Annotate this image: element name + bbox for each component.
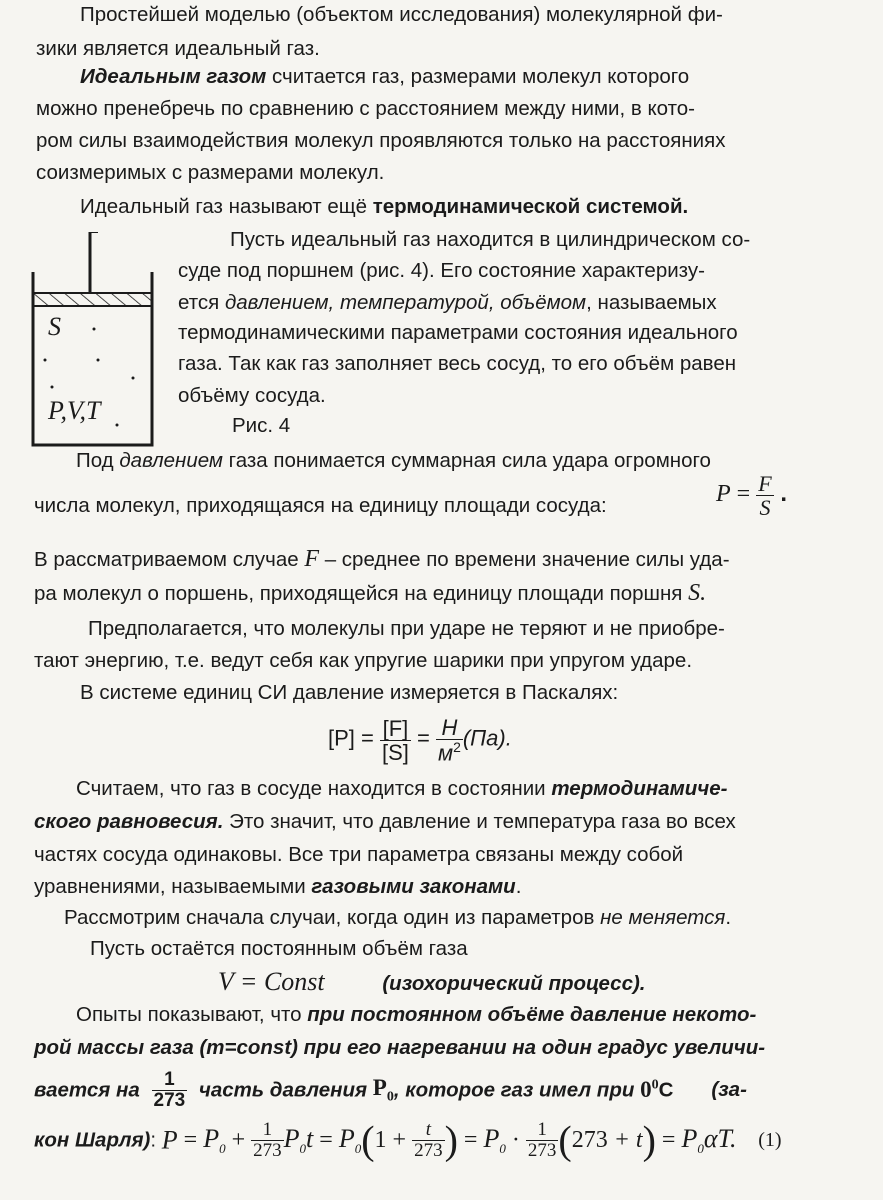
molecule-dot	[93, 328, 96, 331]
text-line: ром силы взаимодействия молекул проявляются только на расстояниях	[36, 129, 726, 152]
molecule-dot	[132, 377, 135, 380]
text-line: Пусть идеальный газ находится в цилиндрическом со-	[230, 228, 751, 251]
text-line: термодинамическими параметрами состояния идеального	[178, 321, 738, 344]
text-line: Считаем, что газ в сосуде находится в состоянии термодинамиче-	[76, 777, 728, 800]
text-line: Идеальный газ называют ещё термодинамической системой.	[80, 195, 689, 218]
text-line: вается на $\frac{1}{273}$ часть давления $P_0$, которое газ имел при $0^0C$ (за-	[34, 1069, 747, 1111]
molecule-dot	[116, 424, 119, 427]
text-line: рой массы газа (m=const) при его нагревании на один градус увеличи-	[34, 1036, 766, 1059]
text-line: газа. Так как газ заполняет весь сосуд, то его объём равен	[178, 352, 737, 375]
text-line: суде под поршнем (рис. 4). Его состояние характеризу-	[178, 259, 705, 282]
area-label: S	[48, 312, 61, 341]
text-line: Пусть остаётся постоянным объём газа	[90, 937, 468, 960]
units-formula: [P] = $\frac{[F]}{[S]}$ = $\frac{Н}{м^2}$ (Па).	[328, 715, 512, 766]
molecule-dot	[51, 386, 54, 389]
isochoric-formula: V = Const (изохорический процесс).	[218, 967, 646, 996]
text-line: можно пренебречь по сравнению с расстоянием между ними, в кото-	[36, 97, 696, 120]
figure-caption: Рис. 4	[232, 414, 291, 437]
text-line: ского равновесия. Это значит, что давление и температура газа во всех	[34, 810, 736, 833]
text-line: Простейшей моделью (объектом исследования) молекулярной фи-	[80, 3, 723, 26]
text-line: Предполагается, что молекулы при ударе не теряют и не приобре-	[88, 617, 725, 640]
text-line: числа молекул, приходящаяся на единицу площади сосуда:	[34, 494, 607, 517]
charles-law-equation: кон Шарля): $P = P_0$ + $\frac{1}{273}$ $P_0t = P_0(1$ + $\frac{t}{273}$ ) = $P_0$ · $\frac{1}{273}$ $(273 + t) = P_0\alpha T$. (1)	[34, 1117, 782, 1163]
text-line: Под давлением газа понимается суммарная сила удара огромного	[76, 449, 711, 472]
text-line: Опыты показывают, что при постоянном объёме давление некото-	[76, 1003, 757, 1026]
text-line: соизмеримых с размерами молекул.	[36, 161, 385, 184]
text-line: объёму сосуда.	[178, 384, 326, 407]
text-line: ра молекул о поршень, приходящейся на единицу площади поршня S.	[34, 580, 707, 606]
equation-number: (1)	[758, 1128, 782, 1151]
parameters-label: P,V,T	[48, 396, 101, 425]
text-line: зики является идеальный газ.	[36, 37, 320, 60]
molecule-dot	[44, 359, 47, 362]
piston	[33, 293, 152, 306]
text-line: тают энергию, т.е. ведут себя как упругие шарики при упругом ударе.	[34, 649, 693, 672]
text-line: Идеальным газом считается газ, размерами молекул которого	[80, 65, 690, 88]
text-line: В рассматриваемом случае F – среднее по времени значение силы уда-	[34, 546, 730, 572]
text-line: Рассмотрим сначала случаи, когда один из параметров не меняется.	[64, 906, 732, 929]
cylinder-figure	[22, 232, 172, 457]
text-line: уравнениями, называемыми газовыми законами.	[34, 875, 522, 898]
text-line: ется давлением, температурой, объёмом, называемых	[178, 291, 717, 314]
text-line: В системе единиц СИ давление измеряется в Паскалях:	[80, 681, 619, 704]
text-line: частях сосуда одинаковы. Все три параметра связаны между собой	[34, 843, 684, 866]
pressure-formula: P = $\frac{F}{S}$ .	[716, 471, 788, 521]
molecule-dot	[97, 359, 100, 362]
